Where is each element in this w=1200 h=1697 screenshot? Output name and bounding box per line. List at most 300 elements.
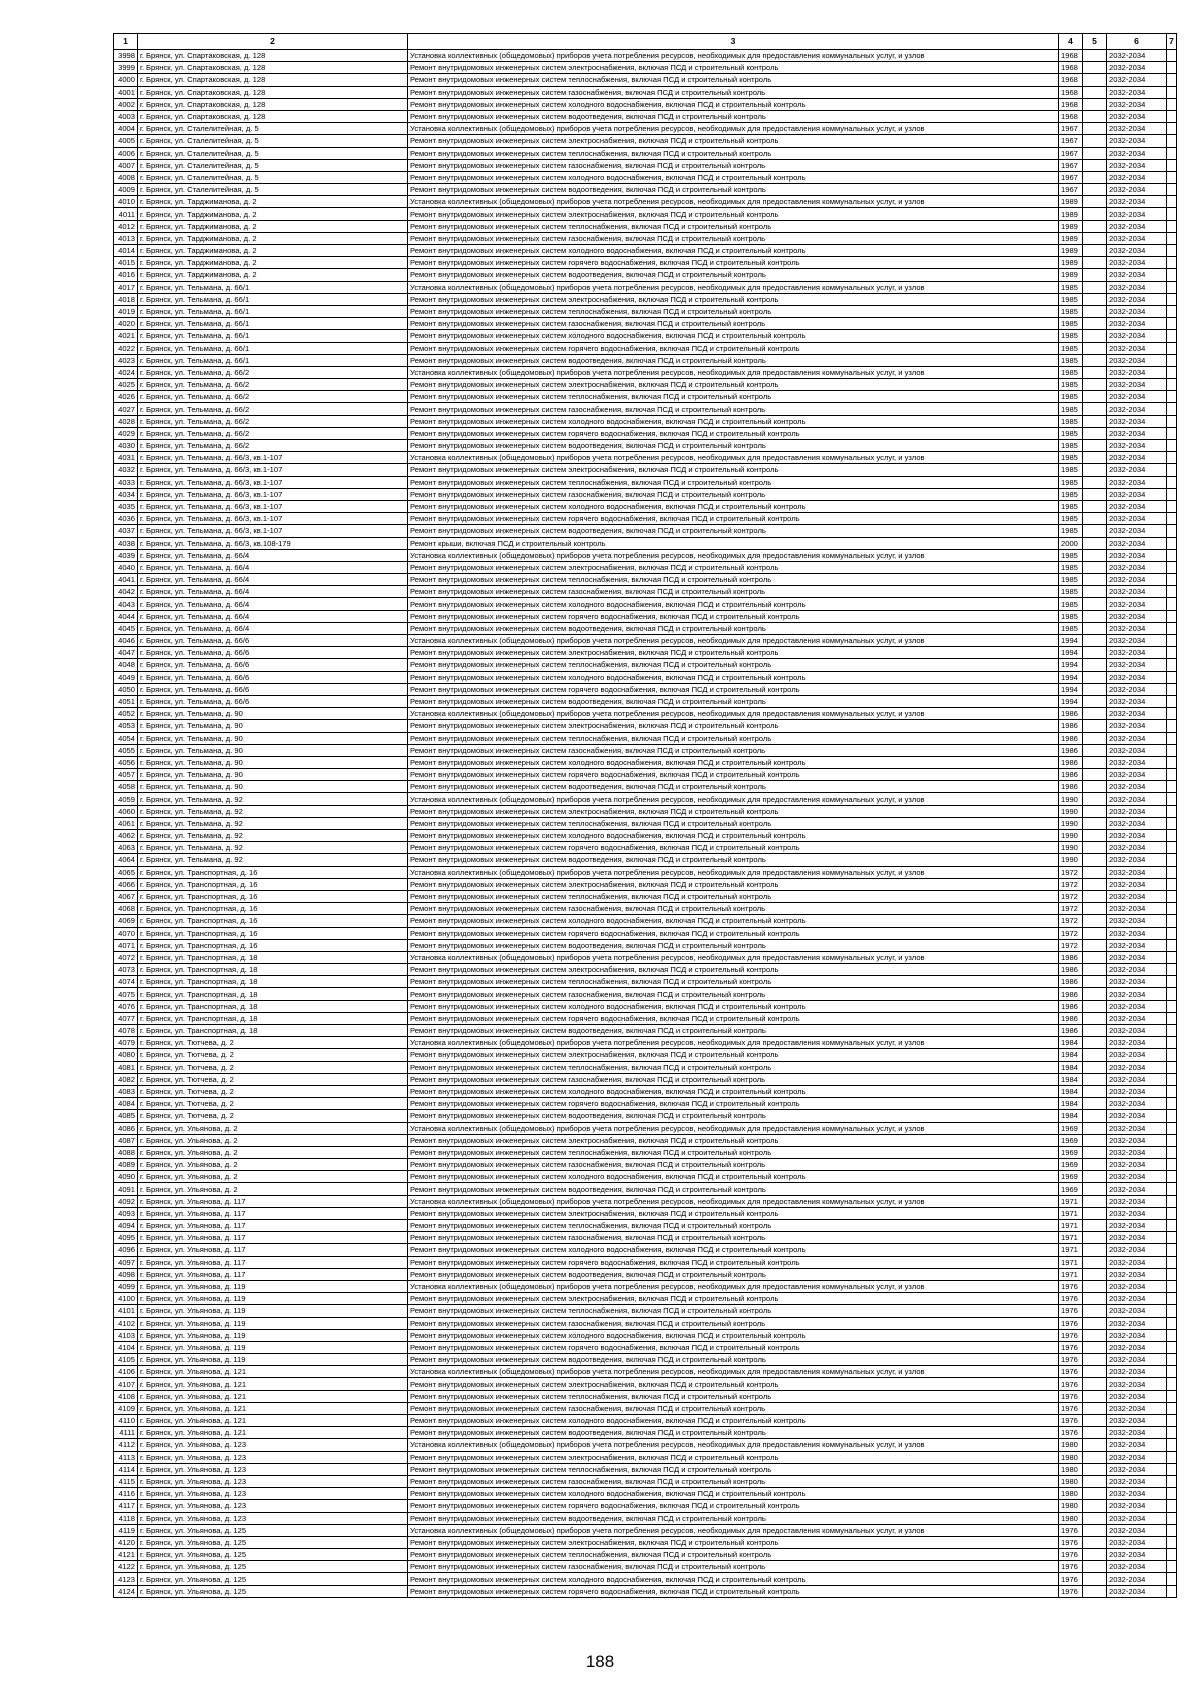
empty-cell: [1083, 159, 1107, 171]
empty-cell: [1167, 513, 1177, 525]
row-number: 4102: [114, 1317, 138, 1329]
empty-cell: [1167, 830, 1177, 842]
build-year-cell: 1985: [1059, 293, 1083, 305]
build-year-cell: 1976: [1059, 1402, 1083, 1414]
work-type-cell: Ремонт внутридомовых инженерных систем горячего водоснабжения, включая ПСД и строительный контроль: [408, 683, 1059, 695]
empty-cell: [1083, 1475, 1107, 1487]
empty-cell: [1083, 1573, 1107, 1585]
work-type-cell: Ремонт внутридомовых инженерных систем водоотведения, включая ПСД и строительный контроль: [408, 184, 1059, 196]
row-number: 4073: [114, 964, 138, 976]
empty-cell: [1083, 549, 1107, 561]
work-type-cell: Ремонт внутридомовых инженерных систем водоотведения, включая ПСД и строительный контроль: [408, 440, 1059, 452]
empty-cell: [1167, 1195, 1177, 1207]
work-type-cell: Ремонт внутридомовых инженерных систем холодного водоснабжения, включая ПСД и строительный контроль: [408, 171, 1059, 183]
column-header-3: 3: [408, 34, 1059, 50]
row-number: 3998: [114, 50, 138, 62]
build-year-cell: 1985: [1059, 427, 1083, 439]
period-cell: 2032-2034: [1107, 708, 1167, 720]
empty-cell: [1083, 1341, 1107, 1353]
build-year-cell: 1980: [1059, 1463, 1083, 1475]
table-row: [114, 842, 1177, 854]
row-number: 4058: [114, 781, 138, 793]
address-cell: г. Брянск, ул. Ульянова, д. 2: [138, 1171, 408, 1183]
table-row: [114, 598, 1177, 610]
table-row: [114, 1439, 1177, 1451]
table-row: [114, 1512, 1177, 1524]
build-year-cell: 1985: [1059, 391, 1083, 403]
empty-cell: [1167, 537, 1177, 549]
empty-cell: [1167, 1110, 1177, 1122]
empty-cell: [1083, 964, 1107, 976]
build-year-cell: 1972: [1059, 878, 1083, 890]
empty-cell: [1083, 842, 1107, 854]
table-row: [114, 452, 1177, 464]
build-year-cell: 1971: [1059, 1268, 1083, 1280]
empty-cell: [1083, 598, 1107, 610]
empty-cell: [1083, 1366, 1107, 1378]
address-cell: г. Брянск, ул. Тельмана, д. 92: [138, 842, 408, 854]
address-cell: г. Брянск, ул. Ульянова, д. 123: [138, 1488, 408, 1500]
build-year-cell: 1985: [1059, 610, 1083, 622]
work-type-cell: Ремонт внутридомовых инженерных систем электроснабжения, включая ПСД и строительный контроль: [408, 1207, 1059, 1219]
build-year-cell: 1990: [1059, 830, 1083, 842]
build-year-cell: 1969: [1059, 1146, 1083, 1158]
empty-cell: [1083, 1463, 1107, 1475]
empty-cell: [1083, 1110, 1107, 1122]
period-cell: 2032-2034: [1107, 1171, 1167, 1183]
row-number: 4055: [114, 744, 138, 756]
empty-cell: [1083, 391, 1107, 403]
empty-cell: [1083, 1524, 1107, 1536]
build-year-cell: 1994: [1059, 659, 1083, 671]
row-number: 4018: [114, 293, 138, 305]
table-row: [114, 574, 1177, 586]
table-row: [114, 744, 1177, 756]
table-row: [114, 1366, 1177, 1378]
build-year-cell: 1969: [1059, 1122, 1083, 1134]
work-type-cell: Ремонт внутридомовых инженерных систем теплоснабжения, включая ПСД и строительный контроль: [408, 220, 1059, 232]
build-year-cell: 1985: [1059, 379, 1083, 391]
table-row: [114, 269, 1177, 281]
table-row: [114, 1244, 1177, 1256]
build-year-cell: 1986: [1059, 744, 1083, 756]
row-number: 4071: [114, 939, 138, 951]
row-number: 4049: [114, 671, 138, 683]
build-year-cell: 1990: [1059, 842, 1083, 854]
address-cell: г. Брянск, ул. Сталелитейная, д. 5: [138, 123, 408, 135]
row-number: 4010: [114, 196, 138, 208]
row-number: 4048: [114, 659, 138, 671]
period-cell: 2032-2034: [1107, 951, 1167, 963]
header-row: [114, 34, 1177, 50]
address-cell: г. Брянск, ул. Сталелитейная, д. 5: [138, 147, 408, 159]
work-type-cell: Ремонт внутридомовых инженерных систем водоотведения, включая ПСД и строительный контроль: [408, 1110, 1059, 1122]
empty-cell: [1167, 1488, 1177, 1500]
table-row: [114, 878, 1177, 890]
period-cell: 2032-2034: [1107, 1098, 1167, 1110]
empty-cell: [1083, 793, 1107, 805]
empty-cell: [1083, 1256, 1107, 1268]
row-number: 4043: [114, 598, 138, 610]
row-number: 4005: [114, 135, 138, 147]
work-type-cell: Установка коллективных (общедомовых) приборов учета потребления ресурсов, необходимых для предоставления коммунальных услуг, и узлов: [408, 1037, 1059, 1049]
table-row: [114, 232, 1177, 244]
work-type-cell: Ремонт внутридомовых инженерных систем электроснабжения, включая ПСД и строительный контроль: [408, 1536, 1059, 1548]
work-type-cell: Ремонт внутридомовых инженерных систем водоотведения, включая ПСД и строительный контроль: [408, 110, 1059, 122]
period-cell: 2032-2034: [1107, 86, 1167, 98]
empty-cell: [1167, 476, 1177, 488]
build-year-cell: 1994: [1059, 695, 1083, 707]
row-number: 4003: [114, 110, 138, 122]
empty-cell: [1167, 500, 1177, 512]
table-row: [114, 1025, 1177, 1037]
table-row: [114, 1195, 1177, 1207]
row-number: 4061: [114, 817, 138, 829]
empty-cell: [1083, 744, 1107, 756]
empty-cell: [1083, 610, 1107, 622]
build-year-cell: 1984: [1059, 1037, 1083, 1049]
work-type-cell: Ремонт внутридомовых инженерных систем электроснабжения, включая ПСД и строительный контроль: [408, 1378, 1059, 1390]
period-cell: 2032-2034: [1107, 720, 1167, 732]
address-cell: г. Брянск, ул. Тютчева, д. 2: [138, 1037, 408, 1049]
table-row: [114, 939, 1177, 951]
period-cell: 2032-2034: [1107, 488, 1167, 500]
build-year-cell: 1980: [1059, 1512, 1083, 1524]
build-year-cell: 1976: [1059, 1329, 1083, 1341]
empty-cell: [1167, 74, 1177, 86]
empty-cell: [1083, 110, 1107, 122]
empty-cell: [1167, 756, 1177, 768]
empty-cell: [1167, 1561, 1177, 1573]
empty-cell: [1083, 245, 1107, 257]
address-cell: г. Брянск, ул. Ульянова, д. 117: [138, 1207, 408, 1219]
empty-cell: [1083, 1488, 1107, 1500]
row-number: 4078: [114, 1025, 138, 1037]
empty-cell: [1083, 1390, 1107, 1402]
period-cell: 2032-2034: [1107, 976, 1167, 988]
empty-cell: [1167, 976, 1177, 988]
empty-cell: [1083, 1244, 1107, 1256]
row-number: 4079: [114, 1037, 138, 1049]
empty-cell: [1083, 281, 1107, 293]
work-type-cell: Установка коллективных (общедомовых) приборов учета потребления ресурсов, необходимых для предоставления коммунальных услуг, и узлов: [408, 196, 1059, 208]
period-cell: 2032-2034: [1107, 903, 1167, 915]
row-number: 4008: [114, 171, 138, 183]
period-cell: 2032-2034: [1107, 1268, 1167, 1280]
row-number: 4037: [114, 525, 138, 537]
work-type-cell: Ремонт внутридомовых инженерных систем холодного водоснабжения, включая ПСД и строительный контроль: [408, 1171, 1059, 1183]
row-number: 4069: [114, 915, 138, 927]
empty-cell: [1167, 1025, 1177, 1037]
table-row: [114, 695, 1177, 707]
work-type-cell: Ремонт внутридомовых инженерных систем теплоснабжения, включая ПСД и строительный контроль: [408, 1061, 1059, 1073]
build-year-cell: 1989: [1059, 269, 1083, 281]
address-cell: г. Брянск, ул. Тельмана, д. 66/3, кв.1-107: [138, 464, 408, 476]
empty-cell: [1167, 220, 1177, 232]
period-cell: 2032-2034: [1107, 1500, 1167, 1512]
address-cell: г. Брянск, ул. Тельмана, д. 66/4: [138, 561, 408, 573]
build-year-cell: 1969: [1059, 1171, 1083, 1183]
row-number: 4054: [114, 732, 138, 744]
work-type-cell: Ремонт внутридомовых инженерных систем газоснабжения, включая ПСД и строительный контроль: [408, 318, 1059, 330]
address-cell: г. Брянск, ул. Сталелитейная, д. 5: [138, 159, 408, 171]
empty-cell: [1083, 452, 1107, 464]
period-cell: 2032-2034: [1107, 427, 1167, 439]
row-number: 4094: [114, 1220, 138, 1232]
build-year-cell: 1971: [1059, 1256, 1083, 1268]
table-row: [114, 1341, 1177, 1353]
empty-cell: [1167, 1366, 1177, 1378]
table-row: [114, 1390, 1177, 1402]
row-number: 4066: [114, 878, 138, 890]
work-type-cell: Ремонт внутридомовых инженерных систем электроснабжения, включая ПСД и строительный контроль: [408, 720, 1059, 732]
period-cell: 2032-2034: [1107, 1585, 1167, 1597]
period-cell: 2032-2034: [1107, 269, 1167, 281]
empty-cell: [1083, 1415, 1107, 1427]
empty-cell: [1167, 1171, 1177, 1183]
address-cell: г. Брянск, ул. Тельмана, д. 66/2: [138, 415, 408, 427]
table-row: [114, 110, 1177, 122]
empty-cell: [1167, 1146, 1177, 1158]
period-cell: 2032-2034: [1107, 610, 1167, 622]
table-row: [114, 1207, 1177, 1219]
table-row: [114, 440, 1177, 452]
address-cell: г. Брянск, ул. Тельмана, д. 66/1: [138, 318, 408, 330]
work-type-cell: Ремонт внутридомовых инженерных систем холодного водоснабжения, включая ПСД и строительный контроль: [408, 415, 1059, 427]
period-cell: 2032-2034: [1107, 1159, 1167, 1171]
empty-cell: [1167, 245, 1177, 257]
build-year-cell: 1984: [1059, 1085, 1083, 1097]
address-cell: г. Брянск, ул. Ульянова, д. 117: [138, 1220, 408, 1232]
row-number: 4117: [114, 1500, 138, 1512]
empty-cell: [1083, 1439, 1107, 1451]
empty-cell: [1083, 890, 1107, 902]
row-number: 4044: [114, 610, 138, 622]
build-year-cell: 1986: [1059, 951, 1083, 963]
build-year-cell: 1968: [1059, 86, 1083, 98]
row-number: 4070: [114, 927, 138, 939]
table-row: [114, 147, 1177, 159]
address-cell: г. Брянск, ул. Ульянова, д. 121: [138, 1366, 408, 1378]
column-header-5: 5: [1083, 34, 1107, 50]
work-type-cell: Установка коллективных (общедомовых) приборов учета потребления ресурсов, необходимых для предоставления коммунальных услуг, и узлов: [408, 366, 1059, 378]
work-type-cell: Ремонт внутридомовых инженерных систем газоснабжения, включая ПСД и строительный контроль: [408, 1159, 1059, 1171]
work-type-cell: Установка коллективных (общедомовых) приборов учета потребления ресурсов, необходимых для предоставления коммунальных услуг, и узлов: [408, 1122, 1059, 1134]
row-number: 4074: [114, 976, 138, 988]
empty-cell: [1083, 1037, 1107, 1049]
empty-cell: [1083, 476, 1107, 488]
work-type-cell: Ремонт внутридомовых инженерных систем теплоснабжения, включая ПСД и строительный контроль: [408, 1390, 1059, 1402]
empty-cell: [1083, 805, 1107, 817]
build-year-cell: 2000: [1059, 537, 1083, 549]
work-type-cell: Ремонт внутридомовых инженерных систем теплоснабжения, включая ПСД и строительный контроль: [408, 1146, 1059, 1158]
address-cell: г. Брянск, ул. Транспортная, д. 16: [138, 866, 408, 878]
period-cell: 2032-2034: [1107, 1110, 1167, 1122]
table-row: [114, 1536, 1177, 1548]
empty-cell: [1167, 1037, 1177, 1049]
empty-cell: [1083, 1159, 1107, 1171]
empty-cell: [1167, 842, 1177, 854]
period-cell: 2032-2034: [1107, 695, 1167, 707]
build-year-cell: 1986: [1059, 1025, 1083, 1037]
period-cell: 2032-2034: [1107, 50, 1167, 62]
row-number: 4042: [114, 586, 138, 598]
empty-cell: [1083, 171, 1107, 183]
build-year-cell: 1994: [1059, 671, 1083, 683]
address-cell: г. Брянск, ул. Ульянова, д. 119: [138, 1329, 408, 1341]
period-cell: 2032-2034: [1107, 1366, 1167, 1378]
empty-cell: [1083, 293, 1107, 305]
column-header-4: 4: [1059, 34, 1083, 50]
row-number: 4038: [114, 537, 138, 549]
period-cell: 2032-2034: [1107, 440, 1167, 452]
address-cell: г. Брянск, ул. Транспортная, д. 16: [138, 878, 408, 890]
period-cell: 2032-2034: [1107, 793, 1167, 805]
work-type-cell: Установка коллективных (общедомовых) приборов учета потребления ресурсов, необходимых для предоставления коммунальных услуг, и узлов: [408, 635, 1059, 647]
table-row: [114, 488, 1177, 500]
empty-cell: [1083, 1536, 1107, 1548]
period-cell: 2032-2034: [1107, 1183, 1167, 1195]
build-year-cell: 1985: [1059, 415, 1083, 427]
table-row: [114, 1159, 1177, 1171]
empty-cell: [1083, 951, 1107, 963]
work-type-cell: Ремонт внутридомовых инженерных систем холодного водоснабжения, включая ПСД и строительный контроль: [408, 1085, 1059, 1097]
build-year-cell: 1976: [1059, 1305, 1083, 1317]
address-cell: г. Брянск, ул. Ульянова, д. 119: [138, 1280, 408, 1292]
row-number: 4020: [114, 318, 138, 330]
build-year-cell: 1967: [1059, 123, 1083, 135]
address-cell: г. Брянск, ул. Транспортная, д. 18: [138, 964, 408, 976]
work-type-cell: Ремонт внутридомовых инженерных систем электроснабжения, включая ПСД и строительный контроль: [408, 647, 1059, 659]
table-row: [114, 171, 1177, 183]
build-year-cell: 1976: [1059, 1354, 1083, 1366]
row-number: 4072: [114, 951, 138, 963]
empty-cell: [1083, 488, 1107, 500]
row-number: 4109: [114, 1402, 138, 1414]
empty-cell: [1083, 1025, 1107, 1037]
row-number: 4116: [114, 1488, 138, 1500]
empty-cell: [1083, 1305, 1107, 1317]
row-number: 4097: [114, 1256, 138, 1268]
address-cell: г. Брянск, ул. Транспортная, д. 16: [138, 890, 408, 902]
empty-cell: [1167, 574, 1177, 586]
table-row: [114, 1573, 1177, 1585]
empty-cell: [1167, 1061, 1177, 1073]
period-cell: 2032-2034: [1107, 318, 1167, 330]
table-row: [114, 635, 1177, 647]
work-type-cell: Ремонт внутридомовых инженерных систем водоотведения, включая ПСД и строительный контроль: [408, 354, 1059, 366]
work-type-cell: Ремонт внутридомовых инженерных систем газоснабжения, включая ПСД и строительный контроль: [408, 988, 1059, 1000]
build-year-cell: 1984: [1059, 1073, 1083, 1085]
work-type-cell: Ремонт внутридомовых инженерных систем водоотведения, включая ПСД и строительный контроль: [408, 695, 1059, 707]
empty-cell: [1167, 1500, 1177, 1512]
row-number: 4021: [114, 330, 138, 342]
row-number: 4012: [114, 220, 138, 232]
work-type-cell: Ремонт внутридомовых инженерных систем электроснабжения, включая ПСД и строительный контроль: [408, 135, 1059, 147]
period-cell: 2032-2034: [1107, 939, 1167, 951]
address-cell: г. Брянск, ул. Ульянова, д. 125: [138, 1549, 408, 1561]
table-row: [114, 586, 1177, 598]
address-cell: г. Брянск, ул. Ульянова, д. 2: [138, 1134, 408, 1146]
table-row: [114, 330, 1177, 342]
table-row: [114, 951, 1177, 963]
row-number: 4031: [114, 452, 138, 464]
empty-cell: [1083, 830, 1107, 842]
period-cell: 2032-2034: [1107, 1536, 1167, 1548]
work-type-cell: Ремонт внутридомовых инженерных систем холодного водоснабжения, включая ПСД и строительный контроль: [408, 756, 1059, 768]
work-type-cell: Ремонт внутридомовых инженерных систем газоснабжения, включая ПСД и строительный контроль: [408, 744, 1059, 756]
period-cell: 2032-2034: [1107, 744, 1167, 756]
table-row: [114, 305, 1177, 317]
empty-cell: [1167, 988, 1177, 1000]
empty-cell: [1083, 1500, 1107, 1512]
build-year-cell: 1972: [1059, 890, 1083, 902]
row-number: 4104: [114, 1341, 138, 1353]
work-type-cell: Установка коллективных (общедомовых) приборов учета потребления ресурсов, необходимых для предоставления коммунальных услуг, и узлов: [408, 1366, 1059, 1378]
build-year-cell: 1976: [1059, 1536, 1083, 1548]
row-number: 4107: [114, 1378, 138, 1390]
work-type-cell: Ремонт внутридомовых инженерных систем холодного водоснабжения, включая ПСД и строительный контроль: [408, 1488, 1059, 1500]
empty-cell: [1083, 74, 1107, 86]
row-number: 4096: [114, 1244, 138, 1256]
build-year-cell: 1985: [1059, 561, 1083, 573]
address-cell: г. Брянск, ул. Тарджиманова, д. 2: [138, 269, 408, 281]
work-type-cell: Ремонт внутридомовых инженерных систем холодного водоснабжения, включая ПСД и строительный контроль: [408, 98, 1059, 110]
address-cell: г. Брянск, ул. Тельмана, д. 66/2: [138, 391, 408, 403]
table-row: [114, 610, 1177, 622]
table-row: [114, 74, 1177, 86]
build-year-cell: 1968: [1059, 110, 1083, 122]
period-cell: 2032-2034: [1107, 232, 1167, 244]
period-cell: 2032-2034: [1107, 330, 1167, 342]
table-row: [114, 476, 1177, 488]
empty-cell: [1083, 817, 1107, 829]
row-number: 4046: [114, 635, 138, 647]
table-row: [114, 1268, 1177, 1280]
address-cell: г. Брянск, ул. Ульянова, д. 2: [138, 1122, 408, 1134]
work-type-cell: Ремонт внутридомовых инженерных систем теплоснабжения, включая ПСД и строительный контроль: [408, 1220, 1059, 1232]
table-row: [114, 525, 1177, 537]
row-number: 4098: [114, 1268, 138, 1280]
empty-cell: [1167, 647, 1177, 659]
empty-cell: [1167, 878, 1177, 890]
period-cell: 2032-2034: [1107, 220, 1167, 232]
build-year-cell: 1968: [1059, 50, 1083, 62]
empty-cell: [1167, 135, 1177, 147]
period-cell: 2032-2034: [1107, 574, 1167, 586]
address-cell: г. Брянск, ул. Тютчева, д. 2: [138, 1049, 408, 1061]
table-row: [114, 1012, 1177, 1024]
address-cell: г. Брянск, ул. Ульянова, д. 125: [138, 1573, 408, 1585]
table-row: [114, 1134, 1177, 1146]
build-year-cell: 1972: [1059, 915, 1083, 927]
row-number: 4007: [114, 159, 138, 171]
empty-cell: [1083, 1512, 1107, 1524]
period-cell: 2032-2034: [1107, 1402, 1167, 1414]
work-type-cell: Ремонт внутридомовых инженерных систем электроснабжения, включая ПСД и строительный контроль: [408, 878, 1059, 890]
empty-cell: [1083, 1171, 1107, 1183]
address-cell: г. Брянск, ул. Тельмана, д. 90: [138, 720, 408, 732]
address-cell: г. Брянск, ул. Ульянова, д. 121: [138, 1402, 408, 1414]
work-type-cell: Ремонт внутридомовых инженерных систем водоотведения, включая ПСД и строительный контроль: [408, 939, 1059, 951]
table-row: [114, 976, 1177, 988]
table-row: [114, 159, 1177, 171]
empty-cell: [1083, 1085, 1107, 1097]
address-cell: г. Брянск, ул. Тарджиманова, д. 2: [138, 208, 408, 220]
empty-cell: [1083, 1378, 1107, 1390]
empty-cell: [1167, 123, 1177, 135]
build-year-cell: 1990: [1059, 854, 1083, 866]
